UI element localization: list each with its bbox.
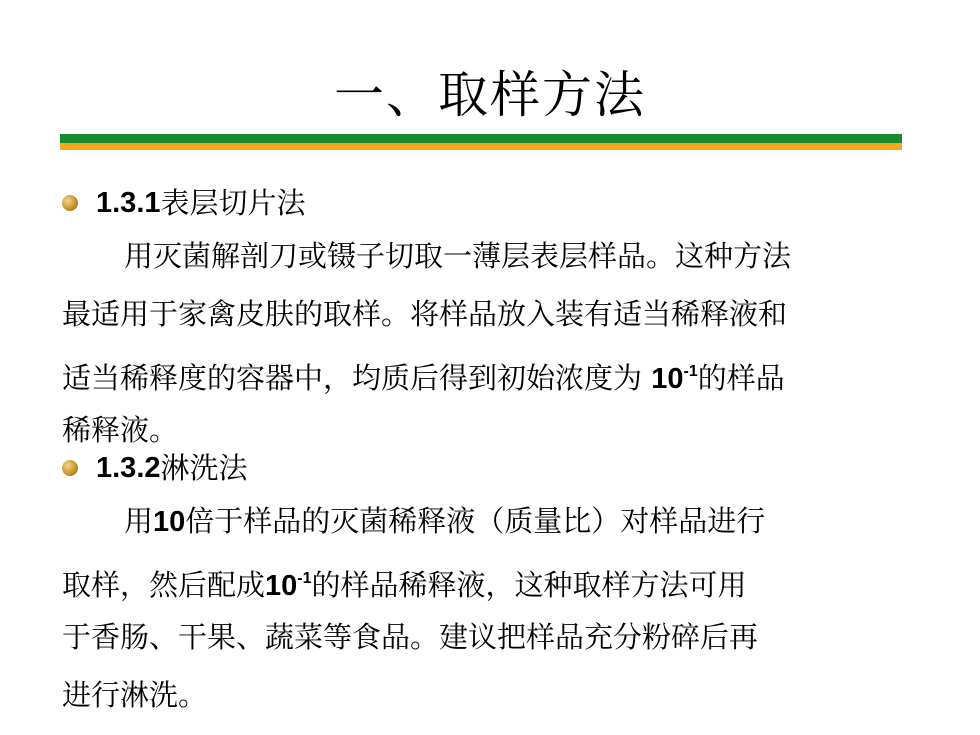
section-1-line <box>62 285 791 343</box>
bullet-icon <box>62 460 78 476</box>
text-run: 稀释液。 <box>62 413 179 447</box>
text-run: 适当稀释度的容器中，均质后得到初始浓度为 <box>62 361 652 395</box>
text-run: 取样，然后配成 <box>62 568 266 602</box>
text-run: 的样品稀释液，这种取样方法可用 <box>311 568 747 602</box>
text-run: 于香肠、干果、蔬菜等食品。建议把样品充分粉碎后再 <box>62 620 759 654</box>
section-2-line <box>62 608 765 666</box>
concentration-value: 10 <box>265 570 298 602</box>
text-run: 倍于样品的灭菌稀释液（质量比）对样品进行 <box>185 504 766 538</box>
section-1-body <box>62 227 791 459</box>
section-1-number: 1.3.1 <box>96 187 161 219</box>
text-run: 用灭菌解剖刀或镊子切取一薄层表层样品。这种方法 <box>124 239 792 273</box>
section-2-line <box>62 550 765 608</box>
section-1-title: 表层切片法 <box>160 186 306 220</box>
section-2-number: 1.3.2 <box>96 452 161 484</box>
title-underline-green <box>60 134 902 143</box>
concentration-value: 10 <box>651 363 684 395</box>
section-1-heading <box>62 183 306 223</box>
concentration-exponent: -1 <box>297 570 312 587</box>
section-2-line <box>62 666 765 724</box>
section-2-title: 淋洗法 <box>160 451 248 485</box>
section-1-line <box>62 227 791 285</box>
section-2-line <box>62 492 765 550</box>
text-run: 用 <box>124 504 154 538</box>
section-2-body <box>62 492 765 724</box>
section-2-heading <box>62 448 248 488</box>
title-underline-orange <box>60 143 902 150</box>
text-run: 最适用于家禽皮肤的取样。将样品放入装有适当稀释液和 <box>62 297 788 331</box>
text-run: 的样品 <box>697 361 785 395</box>
text-run: 进行淋洗。 <box>62 678 208 712</box>
bullet-icon <box>62 195 78 211</box>
slide-title: 一、取样方法 <box>334 66 646 124</box>
section-1-line <box>62 343 791 401</box>
ratio-value: 10 <box>153 506 186 538</box>
concentration-exponent: -1 <box>683 363 698 380</box>
